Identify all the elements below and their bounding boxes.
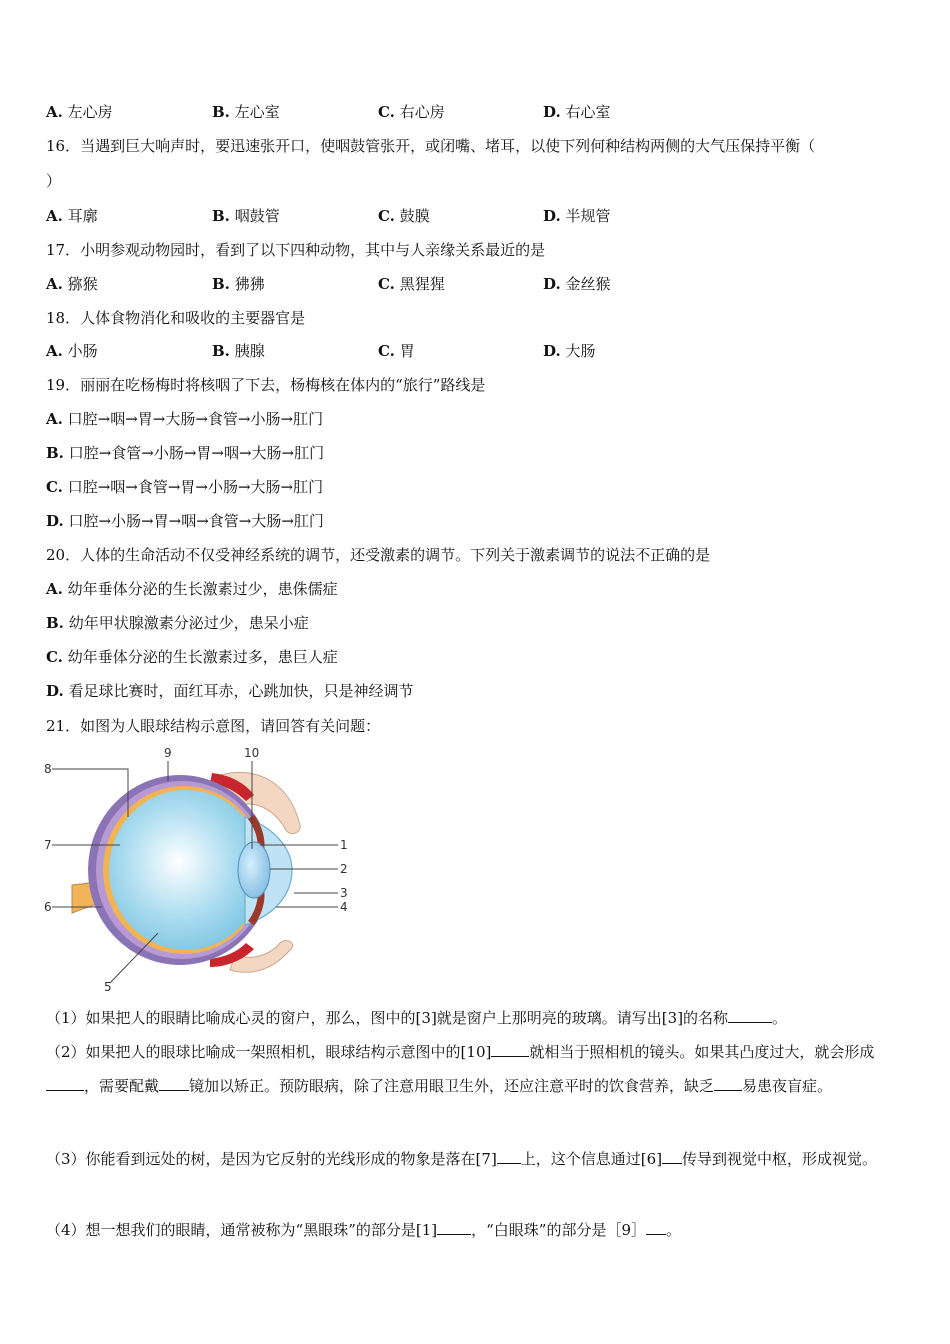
- q17-option-b: B. 狒狒: [212, 275, 265, 293]
- q17-stem: 17．小明参观动物园时，看到了以下四种动物，其中与人亲缘关系最近的是: [46, 241, 546, 259]
- answer-blank[interactable]: [491, 1042, 529, 1057]
- q15-option-c: C. 右心房: [378, 103, 445, 121]
- q19-option-d: D. 口腔→小肠→胃→咽→食管→大肠→肛门: [46, 512, 324, 530]
- q17-option-a: A. 猕猴: [46, 275, 98, 293]
- lens: [238, 842, 270, 898]
- label-2: 2: [340, 862, 348, 876]
- q17-option-c: C. 黑猩猩: [378, 275, 445, 293]
- eye-structure-diagram: [40, 745, 360, 995]
- label-4: 4: [340, 900, 348, 914]
- q16-option-b: B. 咽鼓管: [212, 207, 280, 225]
- label-3: 3: [340, 886, 348, 900]
- q15-option-b: B. 左心室: [212, 103, 280, 121]
- q20-option-a: A. 幼年垂体分泌的生长激素过少，患侏儒症: [46, 580, 338, 598]
- answer-blank[interactable]: [646, 1220, 666, 1235]
- q18-stem: 18．人体食物消化和吸收的主要器官是: [46, 309, 306, 327]
- q17-option-d: D. 金丝猴: [543, 275, 611, 293]
- q16-stem: 16．当遇到巨大响声时，要迅速张开口，使咽鼓管张开，或闭嘴、堵耳，以使下列何种结构两侧的大气压保持平衡（: [46, 137, 816, 155]
- q21-part-2: （2）如果把人的眼球比喻成一架照相机，眼球结构示意图中的[10] 就相当于照相机的镜头。如果其凸度过大，就会形成，需要配戴 镜加以矫正。预防眼病，除了注意用眼卫生外，还应注意平时的饮食营养，缺乏 易患夜盲症。: [46, 1043, 875, 1095]
- q21-part-3: （3）你能看到远处的树，是因为它反射的光线形成的物象是落在[7] 上，这个信息通过[6] 传导到视觉中枢，形成视觉。: [46, 1150, 878, 1168]
- q16-stem-end: ）: [46, 172, 62, 190]
- q19-option-a: A. 口腔→咽→胃→大肠→食管→小肠→肛门: [46, 410, 324, 428]
- q20-option-c: C. 幼年垂体分泌的生长激素过多，患巨人症: [46, 648, 338, 666]
- answer-blank[interactable]: [497, 1149, 521, 1164]
- label-10: 10: [244, 746, 260, 760]
- answer-blank[interactable]: [662, 1149, 682, 1164]
- answer-blank[interactable]: [46, 1076, 84, 1091]
- label-1: 1: [340, 838, 348, 852]
- q18-option-b: B. 胰腺: [212, 342, 265, 360]
- label-5: 5: [104, 980, 112, 994]
- q18-option-d: D. 大肠: [543, 342, 596, 360]
- q21-part-1: （1）如果把人的眼睛比喻成心灵的窗户，那么，图中的[3]就是窗户上那明亮的玻璃。请写出[3]的名称 。: [46, 1009, 788, 1027]
- q18-option-a: A. 小肠: [46, 342, 98, 360]
- q16-option-c: C. 鼓膜: [378, 207, 430, 225]
- label-9: 9: [164, 746, 172, 760]
- q19-option-b: B. 口腔→食管→小肠→胃→咽→大肠→肛门: [46, 444, 325, 462]
- q20-option-b: B. 幼年甲状腺激素分泌过少，患呆小症: [46, 614, 309, 632]
- q19-stem: 19．丽丽在吃杨梅时将核咽了下去，杨梅核在体内的“旅行”路线是: [46, 376, 486, 394]
- answer-blank[interactable]: [159, 1076, 189, 1091]
- label-8: 8: [44, 762, 52, 776]
- q19-option-c: C. 口腔→咽→食管→胃→小肠→大肠→肛门: [46, 478, 324, 496]
- q21-stem: 21．如图为人眼球结构示意图，请回答有关问题：: [46, 717, 381, 735]
- label-6: 6: [44, 900, 52, 914]
- answer-blank[interactable]: [714, 1076, 742, 1091]
- q21-part-4: （4）想一想我们的眼睛，通常被称为“黑眼珠”的部分是[1] ，“白眼珠”的部分是［9］ 。: [46, 1221, 682, 1239]
- q16-option-a: A. 耳廓: [46, 207, 98, 225]
- q18-option-c: C. 胃: [378, 342, 415, 360]
- q15-option-d: D. 右心室: [543, 103, 611, 121]
- q20-stem: 20．人体的生命活动不仅受神经系统的调节，还受激素的调节。下列关于激素调节的说法不正确的是: [46, 546, 711, 564]
- q20-option-d: D. 看足球比赛时，面红耳赤，心跳加快，只是神经调节: [46, 682, 414, 700]
- answer-blank[interactable]: [728, 1008, 772, 1023]
- answer-blank[interactable]: [437, 1220, 471, 1235]
- q15-option-a: A. 左心房: [46, 103, 113, 121]
- q16-option-d: D. 半规管: [543, 207, 611, 225]
- label-7: 7: [44, 838, 52, 852]
